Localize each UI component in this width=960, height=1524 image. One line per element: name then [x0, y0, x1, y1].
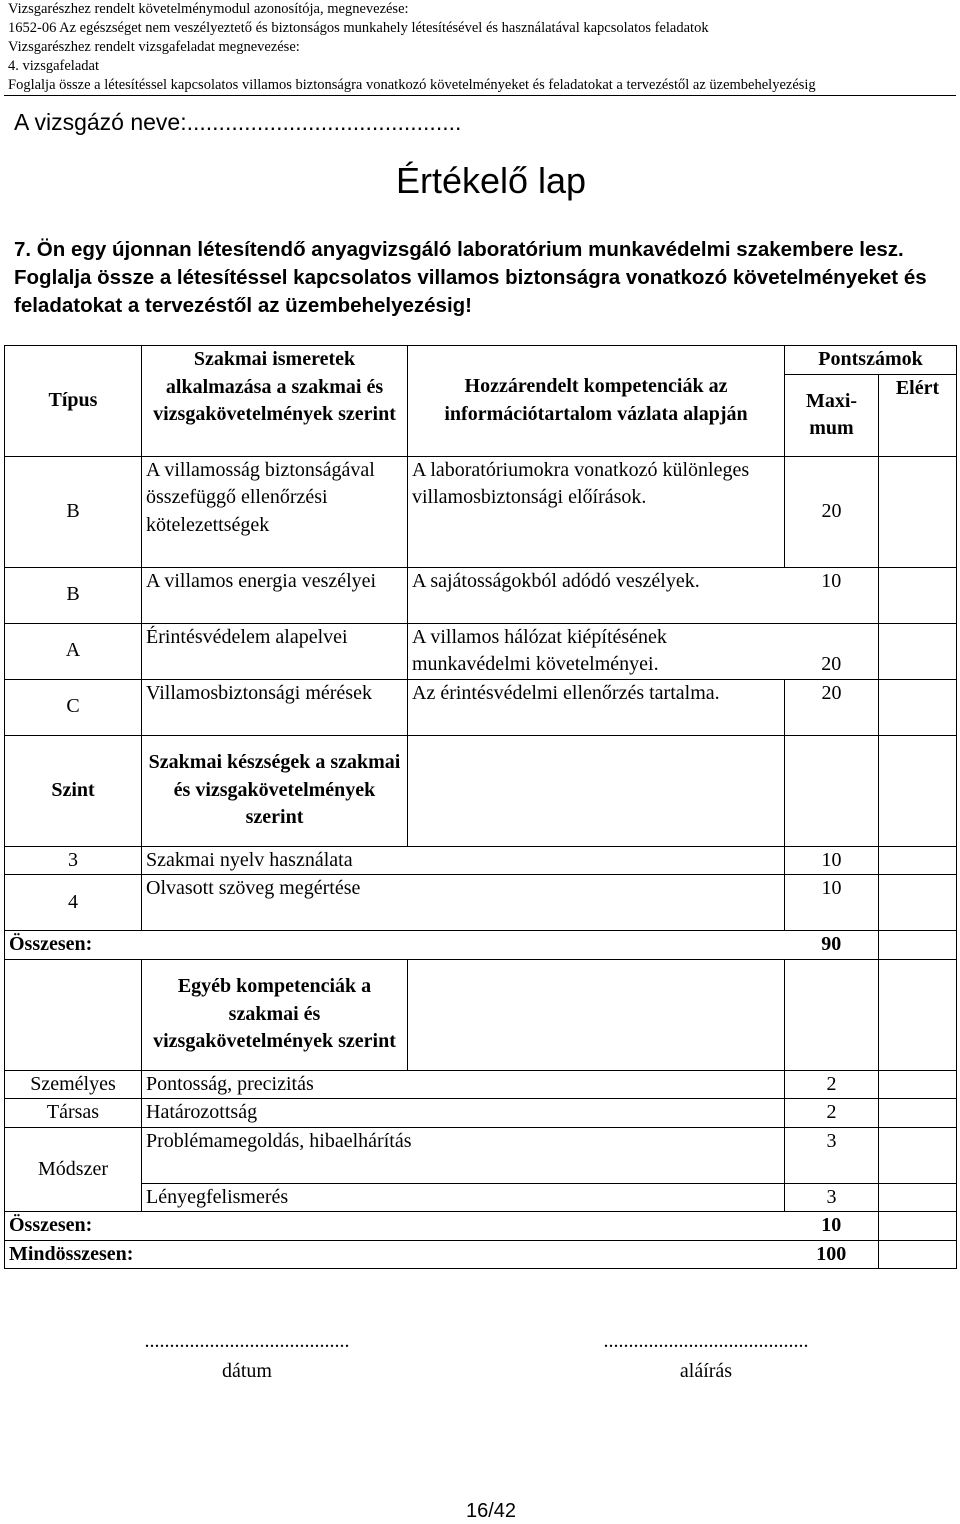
row-skill: Olvasott szöveg megértése: [142, 875, 785, 931]
header-achieved: Elért: [879, 374, 957, 456]
candidate-name-line: A vizsgázó neve:...........................................: [14, 109, 462, 135]
header-skills: Szakmai készségek a szakmai és vizsgakövetelmények szerint: [142, 735, 408, 846]
subtotal-value: 90: [785, 931, 879, 960]
signature-label: aláírás: [679, 1360, 733, 1382]
header-maximum: Maxi- mum: [785, 374, 879, 456]
subtotal-row: [5, 931, 957, 960]
row-topic: Érintésvédelem alapelvei: [142, 623, 408, 679]
subtotal-achieved: [879, 1212, 957, 1241]
task-description: 7. Ön egy újonnan létesítendő anyagvizsgáló laboratórium munkavédelmi szakembere lesz. Foglalja össze a létesítéssel kapcsolatos villamos biztonságra vonatkozó követelményeket és feladatokat a tervezéstől az üzembehelyezésig!: [14, 238, 927, 317]
row-type: A: [5, 623, 142, 679]
table-row: [5, 1127, 957, 1183]
row-max: 20: [785, 679, 879, 735]
row-achieved: [879, 623, 957, 679]
table-row: [5, 623, 957, 679]
row-max: 10: [785, 875, 879, 931]
header-knowledge: Szakmai ismeretek alkalmazása a szakmai és vizsgakövetelmények szerint: [142, 346, 408, 457]
row-max: 20: [785, 623, 879, 679]
header-other-competences: Egyéb kompetenciák a szakmai és vizsgakövetelmények szerint: [142, 959, 408, 1070]
row-topic: A villamosság biztonságával összefüggő ellenőrzési kötelezettségek: [142, 456, 408, 567]
row-max: 10: [785, 567, 879, 623]
signature-dots: .........................................: [603, 1330, 809, 1352]
row-max: 2: [785, 1099, 879, 1128]
row-achieved: [879, 1127, 957, 1183]
subtotal-achieved: [879, 931, 957, 960]
row-achieved: [879, 1070, 957, 1099]
table-row: [5, 456, 957, 567]
row-level: 3: [5, 846, 142, 875]
row-item: Határozottság: [142, 1099, 785, 1128]
row-max: 3: [785, 1183, 879, 1212]
row-achieved: [879, 1183, 957, 1212]
row-competence: Az érintésvédelmi ellenőrzés tartalma.: [408, 679, 785, 735]
header-type: Típus: [5, 346, 142, 457]
header-task-label: Vizsgarészhez rendelt vizsgafeladat megnevezése:: [8, 39, 300, 55]
row-competence: A sajátosságokból adódó veszélyek.: [408, 567, 785, 623]
skills-header-row: [5, 735, 957, 846]
header-level: Szint: [5, 735, 142, 846]
subtotal-label: Összesen:: [5, 931, 785, 960]
date-dots: .........................................: [144, 1330, 350, 1352]
evaluation-table: [4, 345, 957, 1269]
table-row: [5, 846, 957, 875]
row-achieved: [879, 567, 957, 623]
row-max: 2: [785, 1070, 879, 1099]
row-achieved: [879, 456, 957, 567]
subtotal-row: [5, 1212, 957, 1241]
row-achieved: [879, 679, 957, 735]
row-type: B: [5, 567, 142, 623]
grand-total-achieved: [879, 1240, 957, 1269]
date-signature-block: [106, 1326, 388, 1386]
header-competence: Hozzárendelt kompetenciák az információtartalom vázlata alapján: [408, 346, 785, 457]
table-row: [5, 1099, 957, 1128]
row-type: B: [5, 456, 142, 567]
header-module-label: Vizsgarészhez rendelt követelménymodul azonosítója, megnevezése:: [8, 1, 409, 17]
row-max: 20: [785, 456, 879, 567]
row-achieved: [879, 1099, 957, 1128]
row-item: Problémamegoldás, hibaelhárítás: [142, 1127, 785, 1183]
grand-total-row: [5, 1240, 957, 1269]
row-type: C: [5, 679, 142, 735]
row-max: 3: [785, 1127, 879, 1183]
row-level: 4: [5, 875, 142, 931]
subtotal-label: Összesen:: [5, 1212, 785, 1241]
row-achieved: [879, 875, 957, 931]
header-module-name: 1652-06 Az egészséget nem veszélyeztető és biztonságos munkahely létesítésével és használatával kapcsolatos feladatok: [8, 20, 709, 36]
row-achieved: [879, 846, 957, 875]
table-row: [5, 567, 957, 623]
header-divider: [4, 95, 956, 96]
row-competence: A villamos hálózat kiépítésének munkavédelmi követelményei.: [408, 623, 785, 679]
row-group: Módszer: [5, 1127, 142, 1212]
row-max: 10: [785, 846, 879, 875]
table-row: [5, 1070, 957, 1099]
grand-total-label: Mindösszesen:: [5, 1240, 785, 1269]
header-points: Pontszámok: [785, 346, 957, 375]
table-row: [5, 1183, 957, 1212]
row-item: Pontosság, precizitás: [142, 1070, 785, 1099]
table-row: [5, 875, 957, 931]
page-header: [8, 0, 956, 95]
row-group: Személyes: [5, 1070, 142, 1099]
header-task-number: 4. vizsgafeladat: [8, 58, 99, 74]
other-header-row: [5, 959, 957, 1070]
row-skill: Szakmai nyelv használata: [142, 846, 785, 875]
page-title: Értékelő lap: [395, 160, 587, 201]
row-competence: A laboratóriumokra vonatkozó különleges villamosbiztonsági előírások.: [408, 456, 785, 567]
signature-block: [565, 1326, 847, 1386]
row-item: Lényegfelismerés: [142, 1183, 785, 1212]
subtotal-value: 10: [785, 1212, 879, 1241]
table-row: [5, 679, 957, 735]
row-topic: Villamosbiztonsági mérések: [142, 679, 408, 735]
header-task-name: Foglalja össze a létesítéssel kapcsolatos villamos biztonságra vonatkozó követelményeket és feladatokat a tervezéstől az üzembehelyezésig: [8, 77, 816, 93]
row-topic: A villamos energia veszélyei: [142, 567, 408, 623]
page-number: 16/42: [465, 1500, 517, 1522]
row-group: Társas: [5, 1099, 142, 1128]
date-label: dátum: [222, 1360, 272, 1382]
grand-total-value: 100: [785, 1240, 879, 1269]
